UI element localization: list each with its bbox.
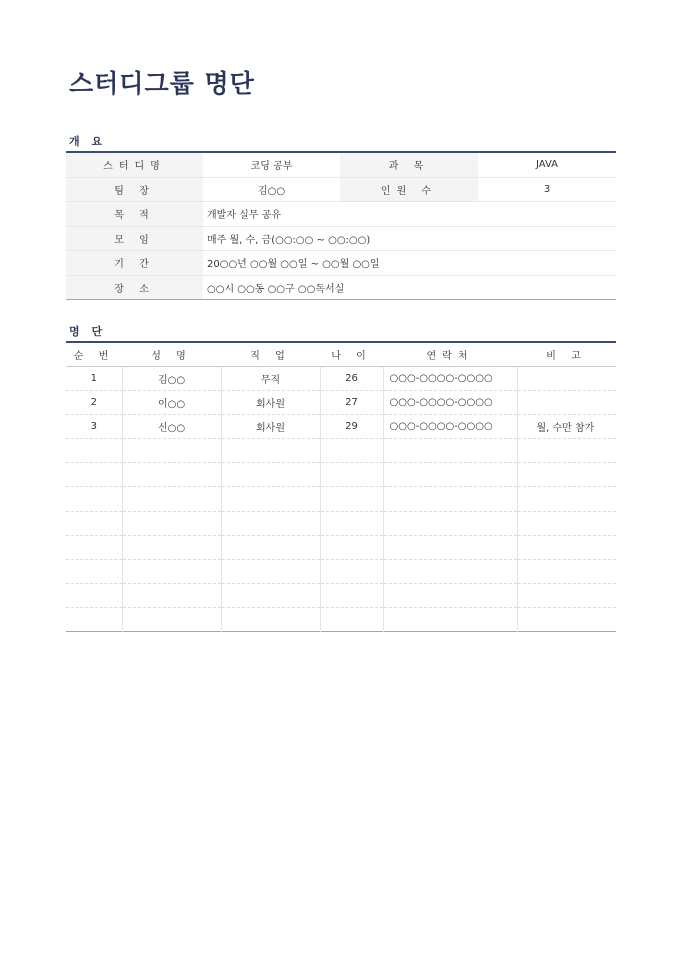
empty-table-row xyxy=(66,511,616,535)
column-header-contact: 연락처 xyxy=(383,342,517,367)
empty-table-row xyxy=(66,463,616,487)
overview-row xyxy=(66,226,616,251)
table-row xyxy=(66,367,616,391)
cell-contact: ○○○-○○○○-○○○○ xyxy=(383,391,517,415)
cell-number: 1 xyxy=(66,367,122,391)
empty-table-row xyxy=(66,439,616,463)
overview-value-period: 20○○년 ○○월 ○○일 ~ ○○월 ○○일 xyxy=(203,251,616,276)
overview-label-meeting: 모 임 xyxy=(66,226,203,251)
cell-job: 회사원 xyxy=(221,391,320,415)
overview-value-leader: 김○○ xyxy=(203,177,340,202)
cell-contact: ○○○-○○○○-○○○○ xyxy=(383,367,517,391)
cell-job: 무직 xyxy=(221,367,320,391)
cell-name: 이○○ xyxy=(122,391,221,415)
overview-label-member-count: 인원 수 xyxy=(340,177,478,202)
overview-table xyxy=(66,151,616,300)
overview-label-subject: 과 목 xyxy=(340,152,478,177)
cell-contact: ○○○-○○○○-○○○○ xyxy=(383,415,517,439)
roster-section-title: 명 단 xyxy=(69,325,107,338)
column-header-number: 순 번 xyxy=(66,342,122,367)
cell-job: 회사원 xyxy=(221,415,320,439)
overview-section-title: 개 요 xyxy=(69,135,107,148)
overview-row xyxy=(66,152,616,177)
empty-table-row xyxy=(66,607,616,631)
overview-label-purpose: 목 적 xyxy=(66,202,203,227)
cell-age: 27 xyxy=(320,391,383,415)
cell-age: 29 xyxy=(320,415,383,439)
empty-table-row xyxy=(66,559,616,583)
overview-row xyxy=(66,177,616,202)
empty-table-row xyxy=(66,535,616,559)
roster-table xyxy=(66,341,616,632)
overview-value-purpose: 개발자 실무 공유 xyxy=(203,202,616,227)
overview-label-period: 기 간 xyxy=(66,251,203,276)
cell-number: 2 xyxy=(66,391,122,415)
column-header-name: 성 명 xyxy=(122,342,221,367)
overview-label-study-name: 스터디명 xyxy=(66,152,203,177)
overview-row xyxy=(66,251,616,276)
cell-note xyxy=(517,367,616,391)
empty-table-row xyxy=(66,487,616,511)
page-title: 스터디그룹 명단 xyxy=(69,69,255,98)
empty-table-row xyxy=(66,583,616,607)
column-header-age: 나 이 xyxy=(320,342,383,367)
cell-name: 신○○ xyxy=(122,415,221,439)
table-row xyxy=(66,391,616,415)
cell-note: 월, 수만 참가 xyxy=(517,415,616,439)
overview-value-meeting: 매주 월, 수, 금(○○:○○ ~ ○○:○○) xyxy=(203,226,616,251)
overview-row xyxy=(66,202,616,227)
overview-value-place: ○○시 ○○동 ○○구 ○○독서실 xyxy=(207,283,345,295)
cell-name: 김○○ xyxy=(122,367,221,391)
overview-label-leader: 팀 장 xyxy=(66,177,203,202)
overview-label-place: 장 소 xyxy=(66,275,203,300)
cell-number: 3 xyxy=(66,415,122,439)
cell-note xyxy=(517,391,616,415)
overview-value-study-name: 코딩 공부 xyxy=(203,152,340,177)
column-header-job: 직 업 xyxy=(221,342,320,367)
roster-header-row xyxy=(66,342,616,367)
cell-age: 26 xyxy=(320,367,383,391)
column-header-note: 비 고 xyxy=(517,342,616,367)
overview-value-subject: JAVA xyxy=(478,152,616,177)
table-row xyxy=(66,415,616,439)
overview-value-member-count: 3 xyxy=(478,177,616,202)
overview-row xyxy=(66,275,616,300)
